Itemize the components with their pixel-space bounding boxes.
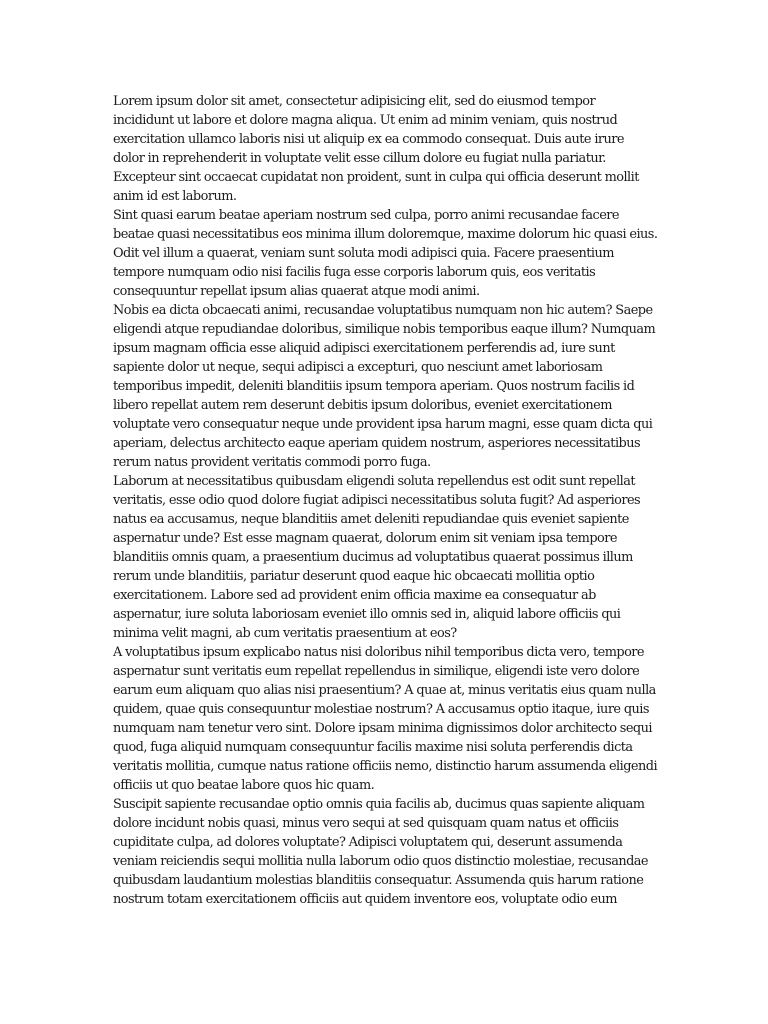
paragraph-2: Sint quasi earum beatae aperiam nostrum sed culpa, porro animi recusandae facere beatae quasi necessitatibus eos minima illum doloremque, maxime dolorum hic quasi eius. Odit vel illum a quaerat, veniam sunt soluta modi adipisci quia. Facere praesentium tempore numquam odio nisi facilis fuga esse corporis laborum quis, eos veritatis consequuntur repellat ipsum alias quaerat atque modi animi.: [113, 208, 658, 299]
paragraph-6: Suscipit sapiente recusandae optio omnis quia facilis ab, ducimus quas sapiente aliquam dolore incidunt nobis quasi, minus vero sequi at sed quisquam quam natus et officiis cupiditate culpa, ad dolores voluptate? Adipisci voluptatem qui, deserunt assumenda veniam reiciendis sequi mollitia nulla laborum odio quos distinctio molestiae, recusandae quibusdam laudantium molestias blanditiis consequatur. Assumenda quis harum ratione nostrum totam exercitationem officiis aut quidem inventore eos, voluptate odio eum: [113, 797, 649, 907]
paragraph-3: Nobis ea dicta obcaecati animi, recusandae voluptatibus numquam non hic autem? Saepe eligendi atque repudiandae doloribus, similique nobis temporibus eaque illum? Numquam ipsum magnam officia esse aliquid adipisci exercitationem perferendis ad, iure sunt sapiente dolor ut neque, sequi adipisci a excepturi, quo nesciunt amet laboriosam temporibus impedit, deleniti blanditiis ipsum tempora aperiam. Quos nostrum facilis id libero repellat autem rem deserunt debitis ipsum doloribus, eveniet exercitationem voluptate vero consequatur neque unde provident ipsa harum magni, esse quam dicta qui aperiam, delectus architecto eaque aperiam quidem nostrum, asperiores necessitatibus rerum natus provident veritatis commodi porro fuga.: [113, 303, 656, 470]
paragraph-5: A voluptatibus ipsum explicabo natus nisi doloribus nihil temporibus dicta vero, tempore aspernatur sunt veritatis eum repellat repellendus in similique, eligendi iste vero dolore earum eum aliquam quo alias nisi praesentium? A quae at, minus veritatis eius quam nulla quidem, quae quis consequuntur molestiae nostrum? A accusamus optio itaque, iure quis numquam nam tenetur vero sint. Dolore ipsam minima dignissimos dolor architecto sequi quod, fuga aliquid numquam consequuntur facilis maxime nisi soluta perferendis dicta veritatis mollitia, cumque natus ratione officiis nemo, distinctio harum assumenda eligendi officiis ut quo beatae labore quos hic quam.: [113, 645, 658, 793]
document-page: [113, 92, 658, 909]
paragraph-4: Laborum at necessitatibus quibusdam eligendi soluta repellendus est odit sunt repellat veritatis, esse odio quod dolore fugiat adipisci necessitatibus soluta fugit? Ad asperiores natus ea accusamus, neque blanditiis amet deleniti repudiandae quis eveniet sapiente aspernatur unde? Est esse magnam quaerat, dolorum enim sit veniam ipsa tempore blanditiis omnis quam, a praesentium ducimus ad voluptatibus quaerat possimus illum rerum unde blanditiis, pariatur deserunt quod eaque hic obcaecati mollitia optio exercitationem. Labore sed ad provident enim officia maxime ea consequatur ab aspernatur, iure soluta laboriosam eveniet illo omnis sed in, aliquid labore officiis qui minima velit magni, ab cum veritatis praesentium at eos?: [113, 474, 641, 641]
paragraph-1: Lorem ipsum dolor sit amet, consectetur adipisicing elit, sed do eiusmod tempor incididunt ut labore et dolore magna aliqua. Ut enim ad minim veniam, quis nostrud exercitation ullamco laboris nisi ut aliquip ex ea commodo consequat. Duis aute irure dolor in reprehenderit in voluptate velit esse cillum dolore eu fugiat nulla pariatur. Excepteur sint occaecat cupidatat non proident, sunt in culpa qui officia deserunt mollit anim id est laborum.: [113, 94, 639, 204]
